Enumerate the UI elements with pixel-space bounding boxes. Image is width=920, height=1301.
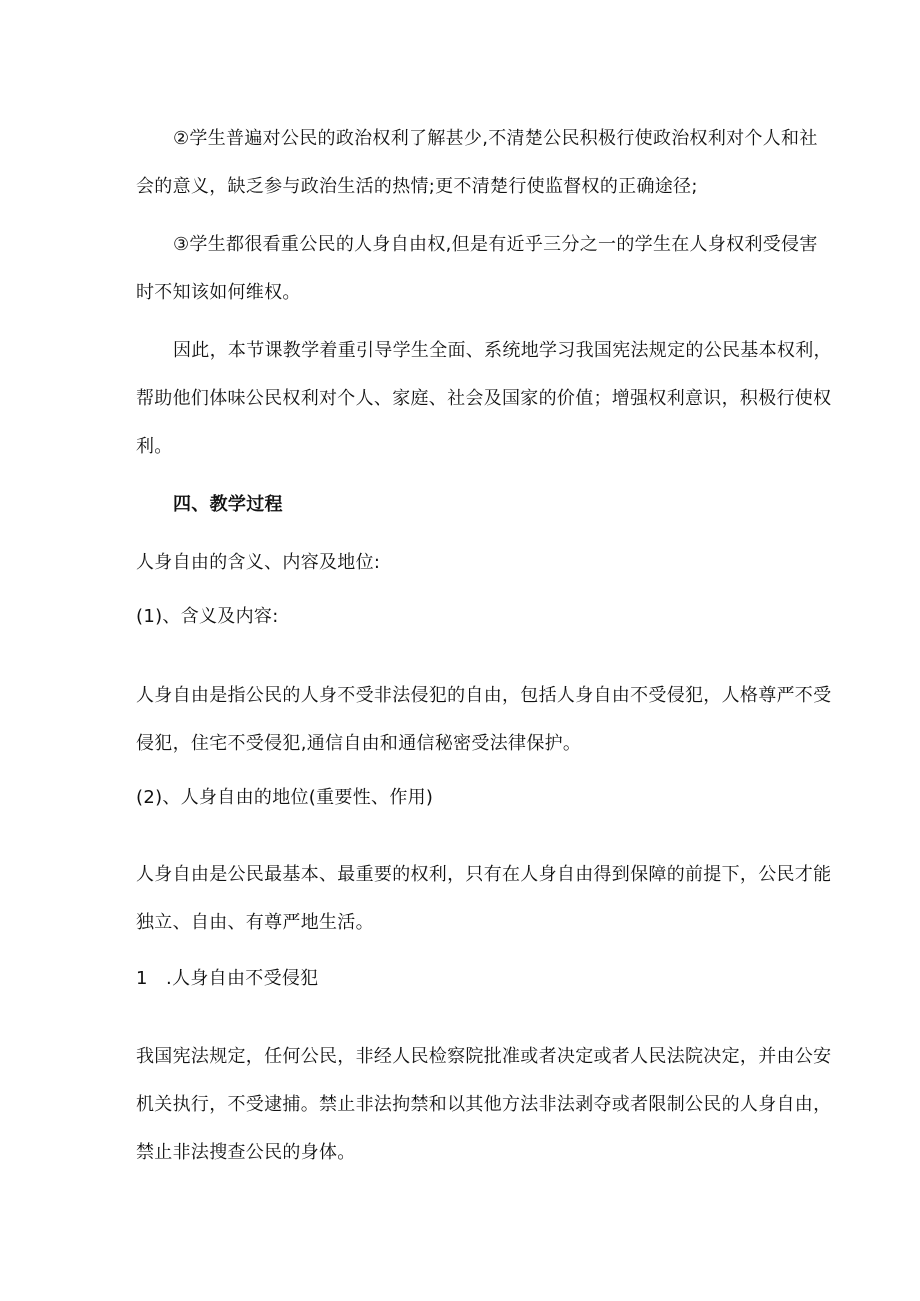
paragraph-constitution-line-1: 我国宪法规定，任何公民，非经人民检察院批准或者决定或者人民法院决定，并由公安 bbox=[136, 1046, 832, 1067]
paragraph-conclusion-line-3: 利。 bbox=[136, 436, 173, 457]
paragraph-constitution-line-3: 禁止非法搜查公民的身体。 bbox=[136, 1142, 356, 1163]
paragraph-political-rights-line-1: ②学生普遍对公民的政治权利了解甚少,不清楚公民积极行使政治权利对个人和社 bbox=[173, 128, 818, 149]
section-heading: 四、教学过程 bbox=[173, 494, 283, 515]
item-heading-1: 1 .人身自由不受侵犯 bbox=[136, 968, 319, 989]
subheading-meaning-content: (1)、含义及内容: bbox=[136, 606, 279, 627]
paragraph-conclusion-line-1: 因此，本节课教学着重引导学生全面、系统地学习我国宪法规定的公民基本权利， bbox=[173, 340, 832, 361]
paragraph-political-rights-line-2: 会的意义，缺乏参与政治生活的热情;更不清楚行使监督权的正确途径; bbox=[136, 176, 698, 197]
paragraph-personal-freedom-line-2: 时不知该如何维权。 bbox=[136, 282, 301, 303]
subheading-status: (2)、人身自由的地位(重要性、作用) bbox=[136, 787, 434, 808]
paragraph-definition-line-1: 人身自由是指公民的人身不受非法侵犯的自由，包括人身自由不受侵犯，人格尊严不受 bbox=[136, 685, 832, 706]
intro-line: 人身自由的含义、内容及地位: bbox=[136, 552, 381, 573]
paragraph-definition-line-2: 侵犯，住宅不受侵犯,通信自由和通信秘密受法律保护。 bbox=[136, 733, 582, 754]
paragraph-personal-freedom-line-1: ③学生都很看重公民的人身自由权,但是有近乎三分之一的学生在人身权利受侵害 bbox=[173, 234, 818, 255]
paragraph-constitution-line-2: 机关执行，不受逮捕。禁止非法拘禁和以其他方法非法剥夺或者限制公民的人身自由， bbox=[136, 1094, 832, 1115]
paragraph-status-line-1: 人身自由是公民最基本、最重要的权利，只有在人身自由得到保障的前提下，公民才能 bbox=[136, 864, 832, 885]
paragraph-conclusion-line-2: 帮助他们体味公民权利对个人、家庭、社会及国家的价值；增强权利意识，积极行使权 bbox=[136, 388, 832, 409]
paragraph-status-line-2: 独立、自由、有尊严地生活。 bbox=[136, 912, 374, 933]
